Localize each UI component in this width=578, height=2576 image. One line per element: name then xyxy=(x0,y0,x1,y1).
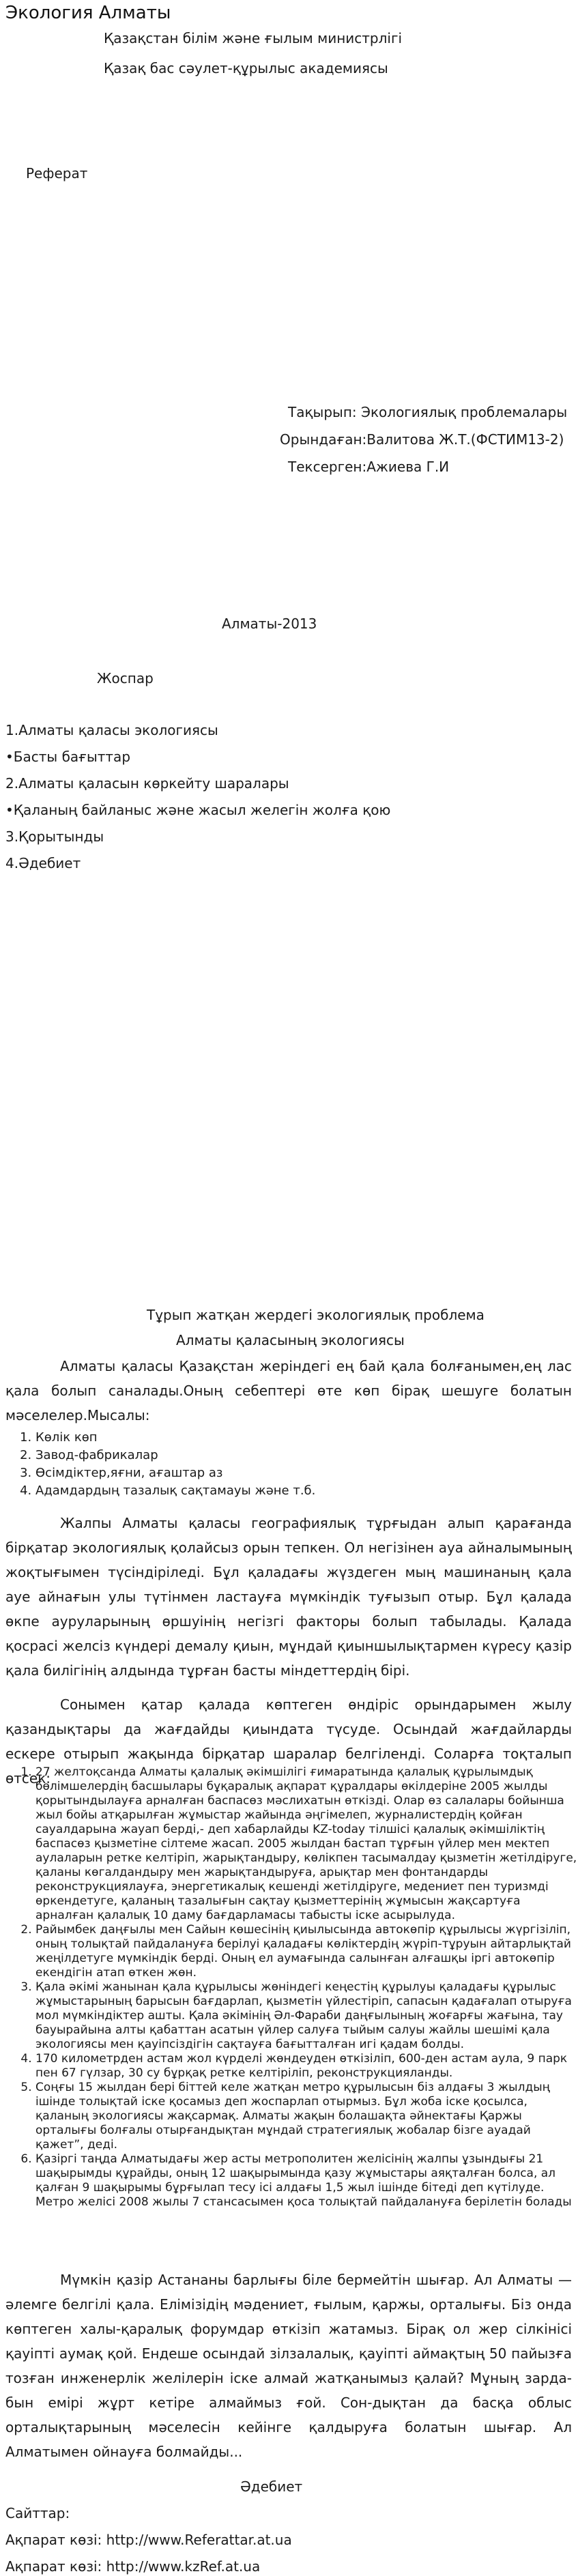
list-item: 4. 170 километрден астам жол күрделі жөндеуден өткізіліп, 600-ден астам аула, 9 парк пен 67 гүлзар, 30 су бұрқақ ретке келтіріліп, реконструкцияланды. xyxy=(35,2052,578,2081)
closing-paragraph: Мүмкін қазір Астананы барлығы біле бермейтін шығар. Ал Алматы —әлемге белгілі қала. Елімізідің мәдениет, ғылым, қаржы, орталығы. Біз онда көптеген халы-қаралық форумдар өткізіп жатамыз. Бірақ ол жер сілкінісі қауіпті аумақ қой. Ендеше осындай зілзалалық, қауіпті аймақтың 50 пайызға тозған инженерлік желілерін іске алмай жатқанымыз қалай? Мұның зарда-бын емірі жұрт кетіре алмаймыз ғой. Сон-дықтан да басқа облыс орталықтарының мәселесін кейінге қалдыруға болатын шығар. Ал Алматымен ойнауға болмайды... xyxy=(5,2272,572,2460)
plan-item: 3.Қорытынды xyxy=(5,828,104,845)
document-title: Экология Алматы xyxy=(5,3,171,23)
section-heading: Тұрып жатқан жердегі экологиялық проблема xyxy=(147,1307,485,1323)
measures-paragraph: Сонымен қатар қалада көптеген өндіріс орындарымен жылу қазандықтары да жағдайды қиындата түсуде. Осындай жағдайларды ескере отырып жақында бірқатар шаралар белгіленді. Соларға тоқталып өтсек: xyxy=(5,1696,572,1786)
city-year: Алматы-2013 xyxy=(222,616,317,632)
list-item: 5. Соңғы 15 жылдан бері біттей келе жатқан метро құрылысын біз алдағы 3 жылдың ішінде толықтай іске қосамыз деп жоспарлап отырмыз. Бұл жоба іске қосылса, қаланың экологиясы жақсармақ. Алматы жақын болашақта әйнектағы Қаржы орталығы болғалы отырғандықтан мұндай стратегиялық жобалар бізге ауадай қажет”, деді. xyxy=(35,2081,578,2152)
reference-item: Ақпарат көзі: http://www.kzRef.at.ua xyxy=(5,2558,261,2575)
list-item: 4. Адамдардың тазалық сақтамауы және т.б. xyxy=(35,1482,578,1500)
plan-item: 2.Алматы қаласын көркейту шаралары xyxy=(5,775,289,792)
sources-label: Сайттар: xyxy=(5,2505,70,2521)
performer-line: Орындаған:Валитова Ж.Т.(ФСТИМ13-2) xyxy=(280,431,564,448)
measures-list xyxy=(5,1765,578,2210)
list-item: 6. Қазіргі таңда Алматыдағы жер асты метрополитен желісінің жалпы ұзындығы 21 шақырымды құрайды, оның 12 шақырымында қазу жұмыстары аяқталған болса, ал қалған 9 шақырымы бұрғылап тесу ісі алдағы 1,5 жыл ішінде бітеді деп күтілуде. Метро желісі 2008 жылы 7 стансасымен қоса толықтай пайдалануға берілетін болады xyxy=(35,2152,578,2210)
list-item: 2. Райымбек даңғылы мен Сайын көшесінің қиылысында автокөпір құрылысы жүргізіліп, оның толықтай пайдалануға берілуі қаладағы көліктердің жүріп-тұруын айтарлықтай жеңілдетуге мүмкіндік берді. Оның ел аумағында салынған алғашқы іргі автокөпір екендігін атап өткен жөн. xyxy=(35,1923,578,1980)
checker-line: Тексерген:Ажиева Г.И xyxy=(288,459,450,475)
reference-item: Ақпарат көзі: http://www.Referattar.at.ua xyxy=(5,2532,292,2548)
section-subheading: Алматы қаласының экологиясы xyxy=(176,1332,405,1348)
plan-item: 1.Алматы қаласы экологиясы xyxy=(5,722,218,738)
plan-heading: Жоспар xyxy=(97,670,154,686)
geography-paragraph: Жалпы Алматы қаласы географиялық тұрғыдан алып қарағанда бірқатар экологиялық қолайсыз орын тепкен. Ол негізінен ауа айналымының жоқтығымен түсіндіріледі. Бұл қаладағы жүздеген мың машинаның қала ауе айнағын улы түтінмен ластауға мүмкіндік туғызып отыр. Бұл қалада өкпе ауруларының өршуінің негізгі факторы болып табылады. Қалада қосрасі желсіз күндері демалу қиын, мұндай қиыншылықтармен күресу қазір қала билігінің алдында тұрған басты міндеттердің бірі. xyxy=(5,1515,572,1679)
ministry-name: Қазақстан білім және ғылым министрлігі xyxy=(104,30,403,46)
plan-item: •Басты бағыттар xyxy=(5,749,131,765)
document-type: Реферат xyxy=(26,165,88,182)
topic-line: Тақырып: Экологиялық проблемалары xyxy=(288,404,568,420)
academy-name: Қазақ бас сәулет-құрылыс академиясы xyxy=(104,60,388,76)
list-item: 3. Қала әкімі жанынан қала құрылысы жөніндегі кеңестің құрылуы қаладағы құрылыс жұмыстарының барысын бағдарлап, қызметін үйлестіріп, сапасын қадағалап отыруға мол мүмкіндіктер ашты. Қала әкімінің Әл-Фараби даңғылының жоғарғы жағына, тау бауырайына алты қабаттан асатын үйлер салуға тыйым салуы жайлы шешімі қала экологиясы мен қауіпсіздігін сақтауға бағытталған игі қадам болды. xyxy=(35,1980,578,2052)
plan-item: 4.Әдебиет xyxy=(5,855,81,871)
list-item: 1. Көлік көп xyxy=(35,1429,578,1447)
causes-list xyxy=(5,1429,578,1500)
list-item: 1. 27 желтоқсанда Алматы қалалық әкімшілігі ғимаратында қалалық құрылымдық бөлімшелердің басшылары бұқаралық ақпарат құралдары өкілдеріне 2005 жылды қорытындылауға арналған баспасөз мәслихатын өткізді. Олар өз салалары бойынша жыл бойы атқарылған жұмыстар жайында әңгімелеп, журналистердің қойған сауалдарына жауап берді,- деп хабарлайды KZ-today тілшісі қалалық әкімшіліктің баспасөз қызметіне сілтеме жасап. 2005 жылдан бастап тұрғын үйлер мен мектеп аулаларын ретке келтіріп, жарықтандыру, көлікпен тасымалдау қызметін жетілдіруге, қаланы көгалдандыру мен жарықтандыруға, арықтар мен фонтандарды реконструкциялауға, энергетикалық кешенді жетілдіруге, медениет пен туризмді өркендетуге, қаланың тазалығын сақтау қызметтерінің жұмысын жақсартуға арналған қалалық 10 даму бағдарламасы табысты іске асырылуда. xyxy=(35,1765,578,1923)
plan-item: •Қаланың байланыс және жасыл желегін жолға қою xyxy=(5,802,391,818)
intro-paragraph: Алматы қаласы Қазақстан жеріндегі ең бай қала болғанымен,ең лас қала болып саналады.Оның себептері өте көп бірақ шешуге болатын мәселелер.Мысалы: xyxy=(5,1358,572,1423)
list-item: 3. Өсімдіктер,яғни, ағаштар аз xyxy=(35,1464,578,1482)
list-item: 2. Завод-фабрикалар xyxy=(35,1447,578,1464)
references-heading: Әдебиет xyxy=(240,2478,303,2495)
